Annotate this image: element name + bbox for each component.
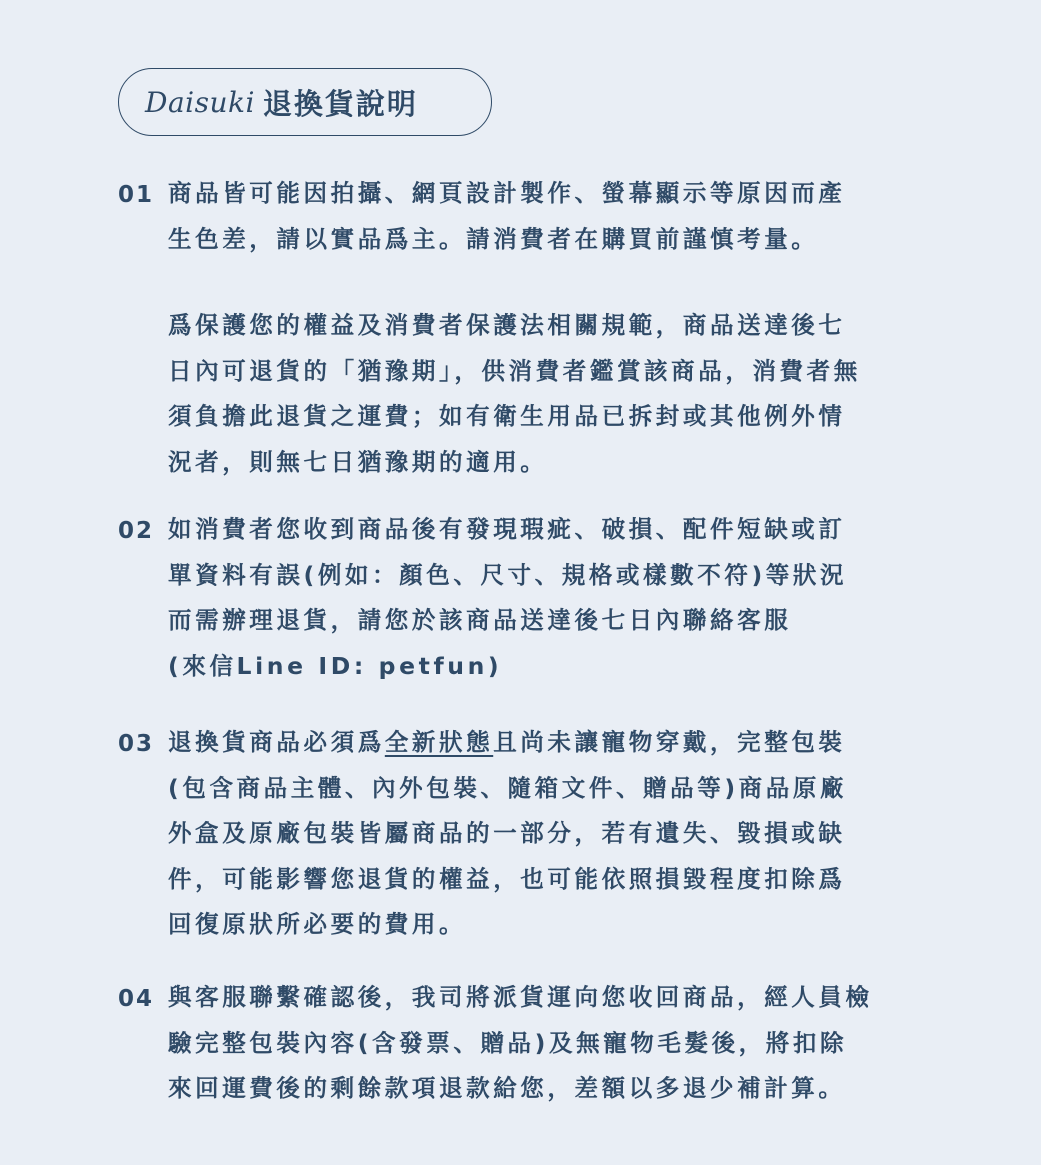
section-number: 03 <box>118 731 155 757</box>
text-line: 須負擔此退貨之運費；如有衛生用品已拆封或其他例外情 <box>168 402 846 430</box>
paragraph <box>168 303 948 485</box>
text-line: 回復原狀所必要的費用。 <box>168 910 467 938</box>
text-line: 商品皆可能因拍攝、網頁設計製作、螢幕顯示等原因而產 <box>168 179 846 207</box>
text-line <box>168 720 948 766</box>
text-line: 單資料有誤(例如：顏色、尺寸、規格或樣數不符)等狀況 <box>168 560 848 589</box>
text-line: 件，可能影響您退貨的權益，也可能依照損毀程度扣除爲 <box>168 864 846 893</box>
text-line: (來信Line ID: petfun) <box>168 651 503 680</box>
text-line: 如消費者您收到商品後有發現瑕疵、破損、配件短缺或訂 <box>168 515 846 543</box>
paragraph <box>168 507 948 689</box>
text-line: 日內可退貨的「猶豫期」，供消費者鑑賞該商品，消費者無 <box>168 356 861 385</box>
page-title: 退換貨說明 <box>262 86 418 121</box>
text-line: 爲保護您的權益及消費者保護法相關規範，商品送達後七 <box>168 311 846 339</box>
title-pill <box>118 68 492 136</box>
text-line: 生色差，請以實品爲主。請消費者在購買前謹慎考量。 <box>168 224 819 253</box>
text-line: 外盒及原廠包裝皆屬商品的一部分，若有遺失、毀損或缺 <box>168 819 846 847</box>
text-line: 來回運費後的剩餘款項退款給您，差額以多退少補計算。 <box>168 1074 846 1102</box>
text-line: 況者，則無七日猶豫期的適用。 <box>168 447 548 476</box>
paragraph <box>168 720 948 948</box>
section-number: 01 <box>118 182 155 208</box>
text-line: 驗完整包裝內容(含發票、贈品)及無寵物毛髮後，將扣除 <box>168 1028 848 1057</box>
paragraph <box>168 171 948 262</box>
text-line: 與客服聯繫確認後，我司將派貨運向您收回商品，經人員檢 <box>168 983 873 1011</box>
paragraph <box>168 975 948 1112</box>
section-number: 04 <box>118 986 155 1012</box>
text-line: (包含商品主體、內外包裝、隨箱文件、贈品等)商品原廠 <box>168 773 848 802</box>
text-segment: 且尚未讓寵物穿戴，完整包裝 <box>493 728 846 756</box>
section-number: 02 <box>118 518 155 544</box>
text-segment: 退換貨商品必須爲 <box>168 728 385 756</box>
underlined-emphasis: 全新狀態 <box>384 728 494 756</box>
brand-logo: Daisuki <box>145 85 255 119</box>
text-line: 而需辦理退貨，請您於該商品送達後七日內聯絡客服 <box>168 606 792 634</box>
